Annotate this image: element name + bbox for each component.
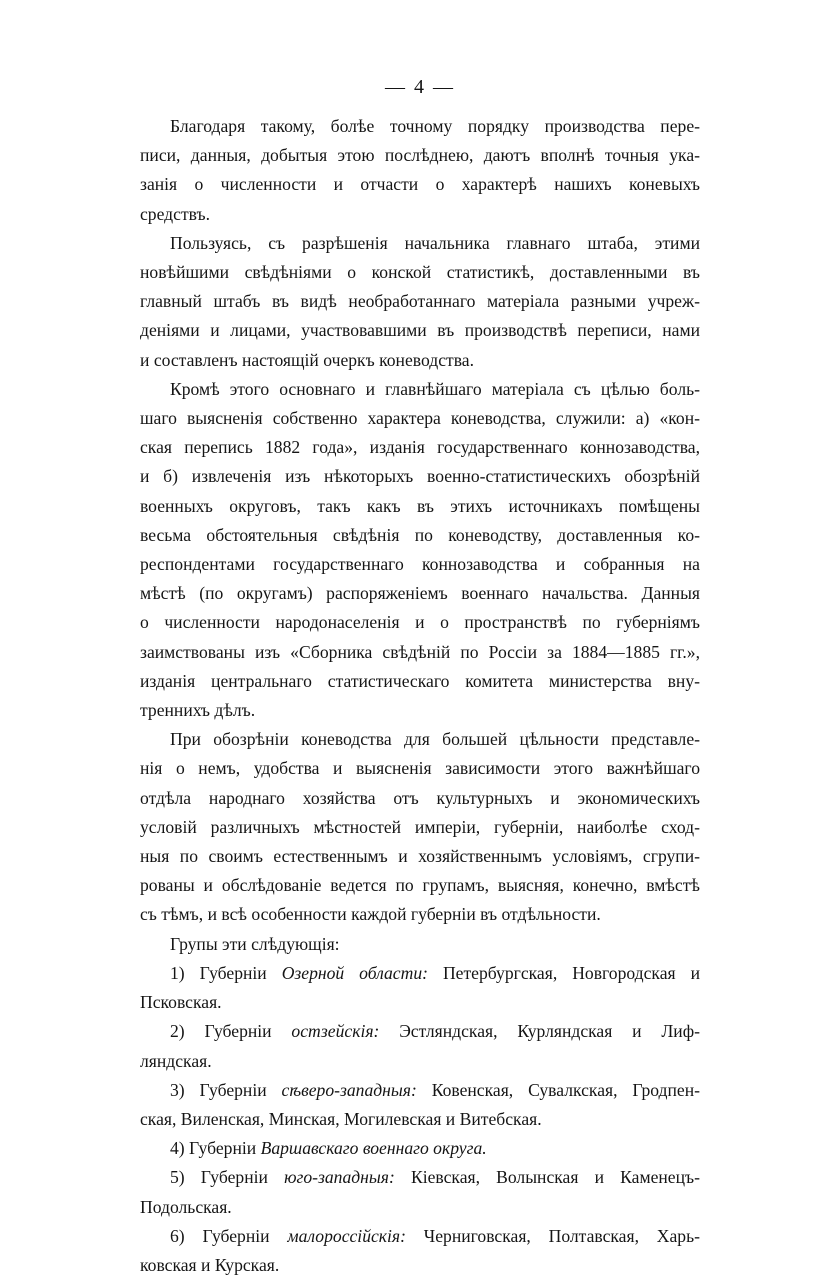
text-line: и составленъ настоящій очеркъ коневодства.: [140, 349, 474, 370]
text-line: весьма обстоятельныя свѣдѣнія по коневодству, доставленныя ко-: [140, 524, 700, 545]
text-line: занія о численности и отчасти о характерѣ нашихъ коневыхъ: [140, 174, 700, 195]
text-line: 4) Губерніи Варшавскаго военнаго округа.: [170, 1138, 487, 1159]
text-line: шаго выясненія собственно характера коневодства, служили: а) «кон-: [140, 408, 700, 429]
text-line: главный штабъ въ видѣ необработаннаго матеріала разными учреж-: [140, 291, 700, 312]
text-line: съ тѣмъ, и всѣ особенности каждой губерніи въ отдѣльности.: [140, 904, 601, 925]
text-line: деніями и лицами, участвовавшими въ производствѣ переписи, нами: [140, 320, 700, 341]
body-text: [140, 112, 700, 1280]
text-line: писи, данныя, добытыя этою послѣднею, даютъ вполнѣ точныя ука-: [140, 145, 700, 166]
text-line: мѣстѣ (по округамъ) распоряженіемъ военнаго начальства. Данныя: [140, 583, 700, 604]
text-line: треннихъ дѣлъ.: [140, 700, 256, 721]
text-line: Групы эти слѣдующія:: [170, 933, 340, 954]
text-line: ковская и Курская.: [140, 1254, 280, 1275]
text-line: военныхъ округовъ, такъ какъ въ этихъ источникахъ помѣщены: [140, 495, 700, 516]
text-line: 2) Губерніи остзейскія: Эстляндская, Курляндская и Лиф-: [170, 1021, 700, 1042]
text-line: и б) извлеченія изъ нѣкоторыхъ военно-статистическихъ обозрѣній: [140, 466, 700, 487]
text-line: 6) Губерніи малороссійскія: Черниговская, Полтавская, Харь-: [170, 1225, 700, 1246]
text-line: ныя по своимъ естественнымъ и хозяйственнымъ условіямъ, сгрупи-: [140, 846, 700, 867]
text-line: 3) Губерніи сѣверо-западныя: Ковенская, Сувалкская, Гродпен-: [170, 1079, 700, 1100]
text-line: изданія центральнаго статистическаго комитета министерства вну-: [140, 670, 700, 691]
text-line: Кромѣ этого основнаго и главнѣйшаго матеріала съ цѣлью боль-: [170, 378, 700, 399]
text-line: ляндская.: [140, 1050, 212, 1071]
text-line: Подольская.: [140, 1196, 232, 1217]
text-line: Благодаря такому, болѣе точному порядку производства пере-: [170, 116, 700, 136]
text-line: Псковская.: [140, 992, 222, 1013]
text-line: При обозрѣніи коневодства для большей цѣльности представле-: [170, 729, 700, 750]
text-line: отдѣла народнаго хозяйства отъ культурныхъ и экономическихъ: [140, 787, 700, 808]
text-line: 1) Губерніи Озерной области: Петербургская, Новгородская и: [170, 962, 700, 983]
text-line: новѣйшими свѣдѣніями о конской статистикѣ, доставленными въ: [140, 262, 700, 283]
text-line: ская, Виленская, Минская, Могилевская и Витебская.: [140, 1108, 542, 1129]
text-line: ская перепись 1882 года», изданія государственнаго коннозаводства,: [140, 437, 700, 458]
text-line: заимствованы изъ «Сборника свѣдѣній по Россіи за 1884—1885 гг.»,: [140, 641, 700, 662]
text-line: условій различныхъ мѣстностей имперіи, губерніи, наиболѣе сход-: [140, 816, 700, 837]
text-line: Пользуясь, съ разрѣшенія начальника главнаго штаба, этими: [170, 232, 700, 253]
text-line: средствъ.: [140, 203, 210, 224]
page-number: — 4 —: [385, 76, 455, 98]
text-line: рованы и обслѣдованіе ведется по групамъ, выясняя, конечно, вмѣстѣ: [140, 875, 700, 896]
text-line: нія о немъ, удобства и выясненія зависимости этого важнѣйшаго: [140, 758, 700, 779]
text-line: о численности народонаселенія и о пространствѣ по губерніямъ: [140, 612, 700, 633]
text-line: 5) Губерніи юго-западныя: Кіевская, Волынская и Каменецъ-: [170, 1167, 700, 1188]
text-line: респондентами государственнаго коннозаводства и собранныя на: [140, 554, 700, 575]
